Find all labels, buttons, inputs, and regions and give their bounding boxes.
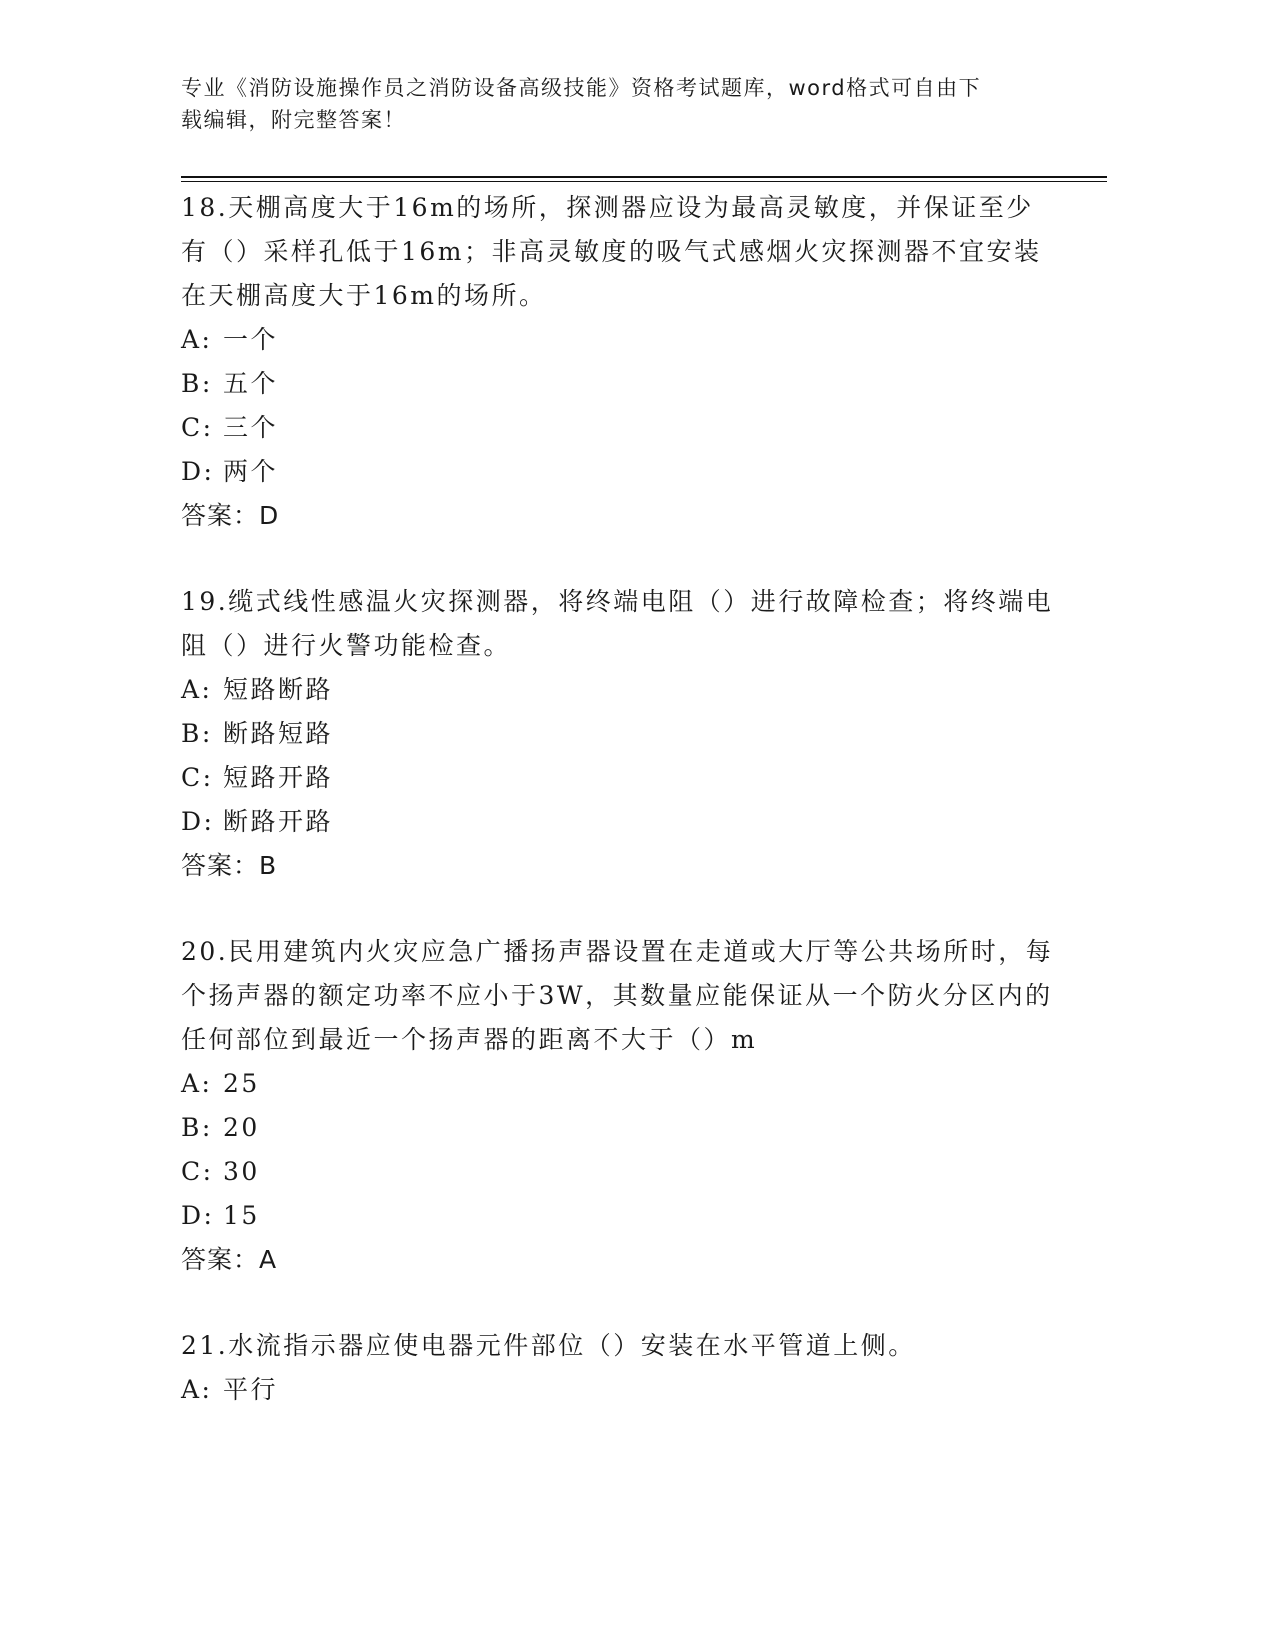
option-key: C: <box>181 413 214 442</box>
option-b <box>181 712 1061 756</box>
option-value: 15 <box>223 1201 260 1230</box>
option-key: B: <box>181 369 213 398</box>
option-key: C: <box>181 763 214 792</box>
option-value: 两个 <box>223 457 279 486</box>
answer-line: 答案：A <box>181 1245 278 1274</box>
option-value: 短路开路 <box>223 763 334 792</box>
option-key: B: <box>181 719 213 748</box>
option-key: D: <box>181 457 215 486</box>
question-21 <box>181 1324 1061 1412</box>
option-c <box>181 756 1061 800</box>
option-value: 五个 <box>223 369 279 398</box>
option-key: A: <box>181 1069 213 1098</box>
option-a <box>181 1368 1061 1412</box>
option-value: 一个 <box>223 325 279 354</box>
option-b <box>181 362 1061 406</box>
option-value: 短路断路 <box>223 675 334 704</box>
answer-line: 答案：B <box>181 851 278 880</box>
option-value: 平行 <box>223 1375 279 1404</box>
option-d <box>181 450 1061 494</box>
header-divider-thick <box>181 176 1107 178</box>
option-key: D: <box>181 807 215 836</box>
option-value: 25 <box>223 1069 260 1098</box>
question-text: 18.天棚高度大于16m的场所，探测器应设为最高灵敏度，并保证至少有（）采样孔低于16m；非高灵敏度的吸气式感烟火灾探测器不宜安装在天棚高度大于16m的场所。 <box>181 193 1042 310</box>
option-key: A: <box>181 325 213 354</box>
question-20 <box>181 930 1061 1282</box>
option-key: B: <box>181 1113 213 1142</box>
document-header <box>181 72 1041 136</box>
question-19 <box>181 580 1061 888</box>
option-key: A: <box>181 1375 213 1404</box>
question-text: 20.民用建筑内火灾应急广播扬声器设置在走道或大厅等公共场所时，每个扬声器的额定功率不应小于3W，其数量应能保证从一个防火分区内的任何部位到最近一个扬声器的距离不大于（）m <box>181 937 1054 1054</box>
option-a <box>181 668 1061 712</box>
option-key: A: <box>181 675 213 704</box>
option-value: 断路短路 <box>223 719 334 748</box>
option-value: 断路开路 <box>223 807 334 836</box>
option-value: 20 <box>223 1113 260 1142</box>
header-divider-thin <box>181 181 1107 182</box>
option-b <box>181 1106 1061 1150</box>
question-18 <box>181 186 1061 538</box>
header-line-1: 专业《消防设施操作员之消防设备高级技能》资格考试题库，word格式可自由下 <box>181 76 982 100</box>
option-a <box>181 1062 1061 1106</box>
option-d <box>181 800 1061 844</box>
option-d <box>181 1194 1061 1238</box>
option-a <box>181 318 1061 362</box>
question-text: 21.水流指示器应使电器元件部位（）安装在水平管道上侧。 <box>181 1331 916 1360</box>
header-line-2: 载编辑，附完整答案！ <box>181 108 406 132</box>
option-c <box>181 1150 1061 1194</box>
answer-line: 答案：D <box>181 501 280 530</box>
option-value: 三个 <box>223 413 279 442</box>
option-key: D: <box>181 1201 215 1230</box>
question-text: 19.缆式线性感温火灾探测器，将终端电阻（）进行故障检查；将终端电阻（）进行火警功能检查。 <box>181 587 1054 660</box>
option-c <box>181 406 1061 450</box>
option-key: C: <box>181 1157 214 1186</box>
question-list <box>181 186 1061 1454</box>
option-value: 30 <box>223 1157 260 1186</box>
